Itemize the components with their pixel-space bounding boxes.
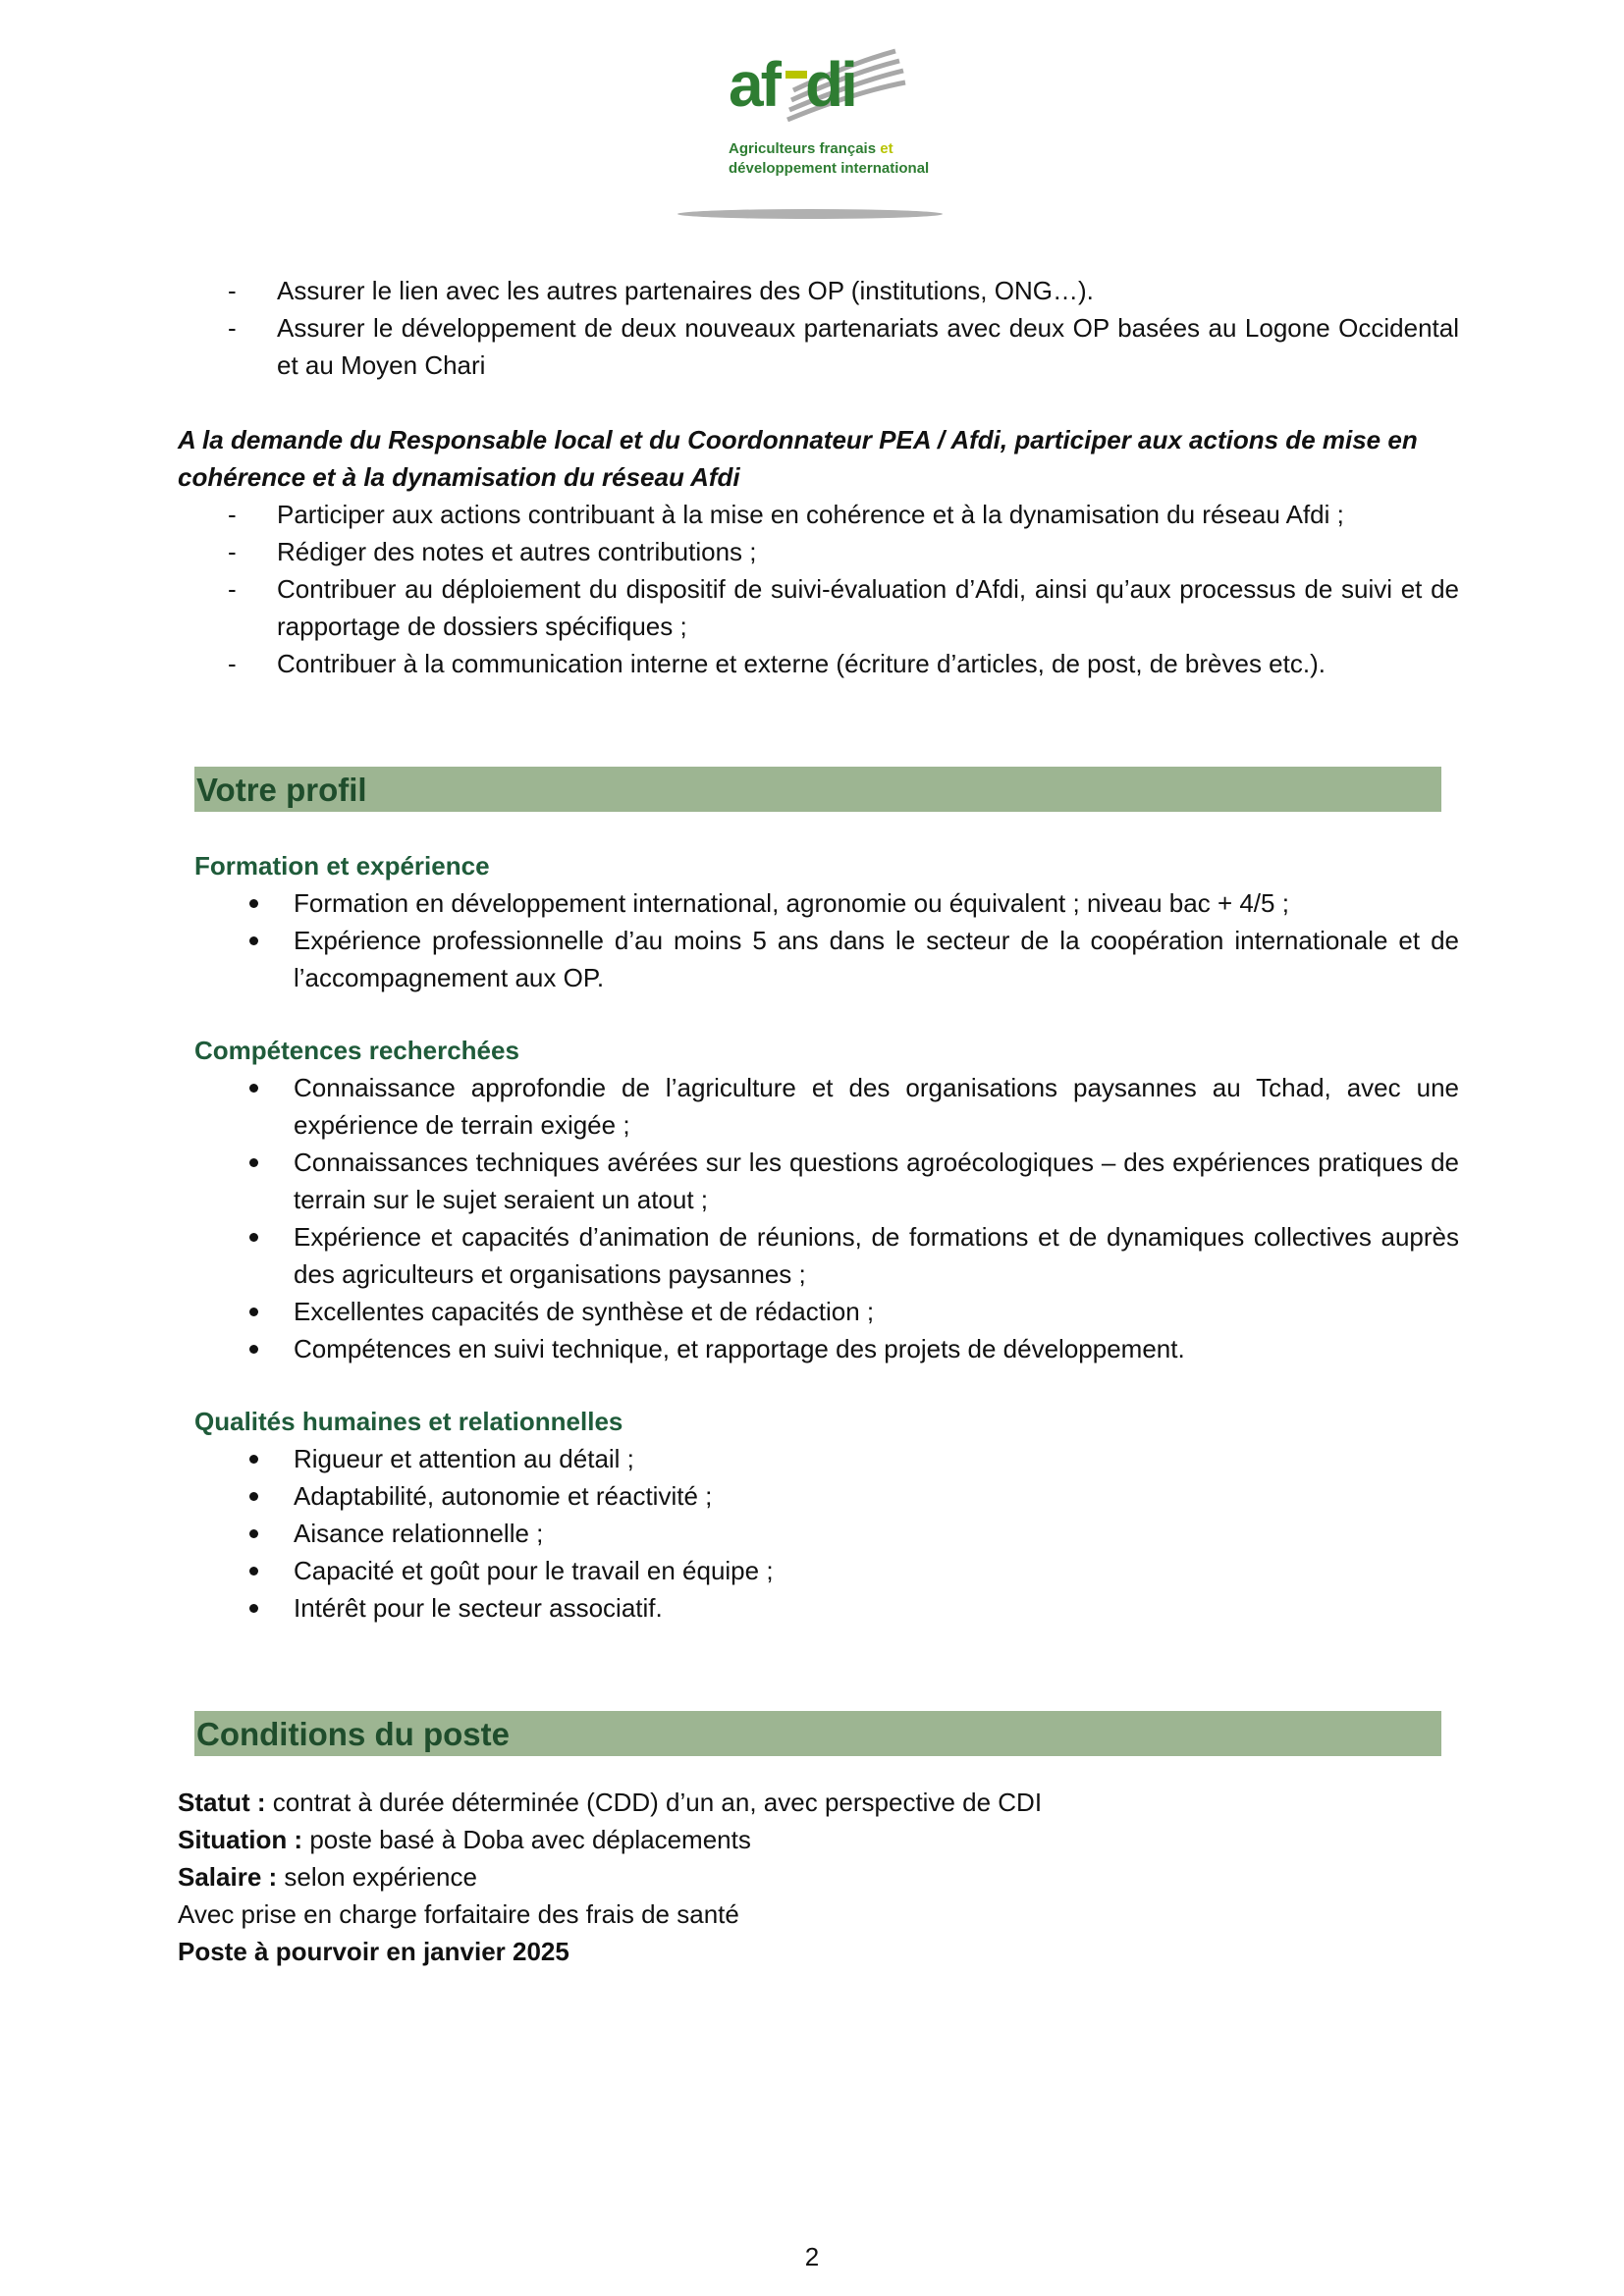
list-item: Intérêt pour le secteur associatif. <box>178 1589 1459 1627</box>
network-list <box>178 496 1459 682</box>
list-item: - Participer aux actions contribuant à la mise en cohérence et à la dynamisation du réseau Afdi ; <box>178 496 1459 533</box>
afdi-logo <box>668 29 962 226</box>
subheading-formation: Formation et expérience <box>194 851 490 881</box>
condition-situation: Situation : poste basé à Doba avec déplacements <box>178 1825 751 1854</box>
condition-health: Avec prise en charge forfaitaire des frais de santé <box>178 1899 739 1929</box>
condition-salaire: Salaire : selon expérience <box>178 1862 477 1892</box>
list-item: - Assurer le développement de deux nouveaux partenariats avec deux OP basées au Logone Occidental et au Moyen Chari <box>178 309 1459 384</box>
section-title-conditions: Conditions du poste <box>194 1711 1441 1756</box>
condition-start: Poste à pourvoir en janvier 2025 <box>178 1937 569 1966</box>
list-item: Connaissances techniques avérées sur les questions agroécologiques – des expériences pratiques de terrain sur le sujet seraient un atout ; <box>178 1144 1459 1218</box>
list-item: Expérience professionnelle d’au moins 5 ans dans le secteur de la coopération internationale et de l’accompagnement aux OP. <box>178 922 1459 996</box>
qualities-list <box>178 1440 1459 1627</box>
logo-wordmark: af <box>729 49 779 120</box>
list-item: Capacité et goût pour le travail en équipe ; <box>178 1552 1459 1589</box>
subheading-skills: Compétences recherchées <box>194 1036 519 1065</box>
list-item: Rigueur et attention au détail ; <box>178 1440 1459 1477</box>
list-item: Connaissance approfondie de l’agriculture et des organisations paysannes au Tchad, avec une expérience de terrain exigée ; <box>178 1069 1459 1144</box>
list-item: Aisance relationnelle ; <box>178 1515 1459 1552</box>
logo-tagline-1: Agriculteurs français et <box>729 140 893 157</box>
skills-list <box>178 1069 1459 1367</box>
list-item: Compétences en suivi technique, et rapportage des projets de développement. <box>178 1330 1459 1367</box>
list-item: - Contribuer au déploiement du dispositif de suivi-évaluation d’Afdi, ainsi qu’aux processus de suivi et de rapportage de dossiers spécifiques ; <box>178 570 1459 645</box>
list-item: - Rédiger des notes et autres contributions ; <box>178 533 1459 570</box>
condition-statut: Statut : contrat à durée déterminée (CDD) d’un an, avec perspective de CDI <box>178 1788 1043 1817</box>
logo-wordmark-di: di <box>805 49 855 120</box>
list-item: Excellentes capacités de synthèse et de rédaction ; <box>178 1293 1459 1330</box>
logo-underline-shadow <box>677 209 943 219</box>
list-item: - Assurer le lien avec les autres partenaires des OP (institutions, ONG…). <box>178 272 1459 309</box>
formation-list <box>178 884 1459 996</box>
list-item: Formation en développement international, agronomie ou équivalent ; niveau bac + 4/5 ; <box>178 884 1459 922</box>
subheading-qualities: Qualités humaines et relationnelles <box>194 1407 623 1436</box>
logo-tagline-2: développement international <box>729 160 930 177</box>
section-title-profile: Votre profil <box>194 767 1441 812</box>
page-number: 2 <box>804 2242 820 2271</box>
logo-dash <box>785 71 807 79</box>
page-content <box>178 272 1459 1970</box>
partners-list <box>178 272 1459 384</box>
list-item: Expérience et capacités d’animation de réunions, de formations et de dynamiques collectives auprès des agriculteurs et organisations paysannes ; <box>178 1218 1459 1293</box>
list-item: Adaptabilité, autonomie et réactivité ; <box>178 1477 1459 1515</box>
network-intro: A la demande du Responsable local et du Coordonnateur PEA / Afdi, participer aux actions de mise en cohérence et à la dynamisation du réseau Afdi <box>178 425 1418 492</box>
list-item: - Contribuer à la communication interne et externe (écriture d’articles, de post, de brèves etc.). <box>178 645 1459 682</box>
